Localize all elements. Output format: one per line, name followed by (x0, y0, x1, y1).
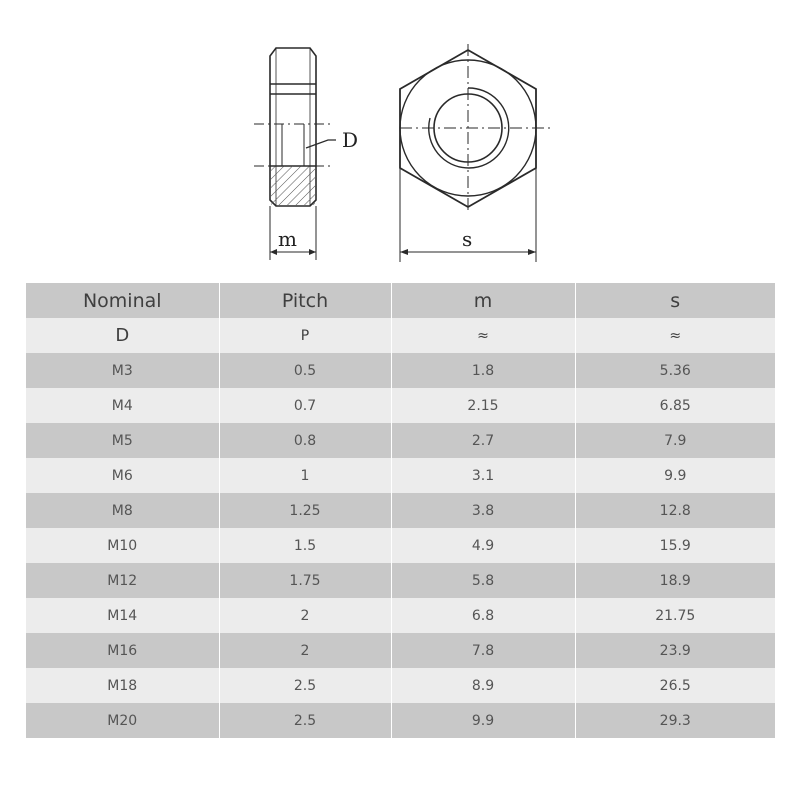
cell-s: 15.9 (575, 528, 775, 563)
cell-m: 8.9 (391, 668, 575, 703)
cell-size: M16 (26, 633, 219, 668)
cell-s: 7.9 (575, 423, 775, 458)
label-s: s (462, 227, 473, 251)
cell-pitch: 2.5 (219, 668, 391, 703)
cell-s: 6.85 (575, 388, 775, 423)
label-m: m (278, 227, 297, 251)
nut-top-view (400, 44, 550, 262)
cell-size: M3 (26, 353, 219, 388)
header-nominal: Nominal (26, 283, 219, 318)
table-row (26, 388, 775, 423)
cell-m: 9.9 (391, 703, 575, 738)
subheader-d: D (26, 318, 219, 353)
table-body (26, 283, 775, 738)
cell-size: M10 (26, 528, 219, 563)
subheader-m-approx: ≈ (391, 318, 575, 353)
table-row (26, 563, 775, 598)
cell-pitch: 1.75 (219, 563, 391, 598)
label-d: D (342, 128, 359, 152)
table-subheader-row (26, 318, 775, 353)
subheader-p: P (219, 318, 391, 353)
cell-size: M5 (26, 423, 219, 458)
cell-m: 2.7 (391, 423, 575, 458)
cell-pitch: 0.8 (219, 423, 391, 458)
cell-m: 6.8 (391, 598, 575, 633)
cell-pitch: 2.5 (219, 703, 391, 738)
cell-m: 3.8 (391, 493, 575, 528)
cell-pitch: 2 (219, 598, 391, 633)
table-row (26, 703, 775, 738)
cell-size: M8 (26, 493, 219, 528)
table-row (26, 633, 775, 668)
subheader-s-approx: ≈ (575, 318, 775, 353)
cell-s: 18.9 (575, 563, 775, 598)
cell-s: 21.75 (575, 598, 775, 633)
cell-pitch: 1.25 (219, 493, 391, 528)
cell-m: 5.8 (391, 563, 575, 598)
cell-m: 3.1 (391, 458, 575, 493)
nut-dimensions-table (26, 283, 775, 738)
cell-m: 1.8 (391, 353, 575, 388)
cell-size: M18 (26, 668, 219, 703)
cell-pitch: 1.5 (219, 528, 391, 563)
cell-size: M12 (26, 563, 219, 598)
header-s: s (575, 283, 775, 318)
cell-m: 2.15 (391, 388, 575, 423)
cell-m: 7.8 (391, 633, 575, 668)
cell-s: 23.9 (575, 633, 775, 668)
table-row (26, 668, 775, 703)
cell-pitch: 0.7 (219, 388, 391, 423)
cell-s: 26.5 (575, 668, 775, 703)
header-pitch: Pitch (219, 283, 391, 318)
cell-s: 12.8 (575, 493, 775, 528)
cell-size: M14 (26, 598, 219, 633)
hex-nut-technical-drawing (0, 0, 800, 275)
table-header-row (26, 283, 775, 318)
cell-pitch: 0.5 (219, 353, 391, 388)
cell-size: M4 (26, 388, 219, 423)
cell-s: 29.3 (575, 703, 775, 738)
cell-pitch: 1 (219, 458, 391, 493)
cell-s: 5.36 (575, 353, 775, 388)
header-m: m (391, 283, 575, 318)
cell-pitch: 2 (219, 633, 391, 668)
table-row (26, 493, 775, 528)
table-row (26, 423, 775, 458)
table-row (26, 598, 775, 633)
cell-m: 4.9 (391, 528, 575, 563)
table-row (26, 528, 775, 563)
table-row (26, 353, 775, 388)
cell-size: M6 (26, 458, 219, 493)
cell-s: 9.9 (575, 458, 775, 493)
table-row (26, 458, 775, 493)
cell-size: M20 (26, 703, 219, 738)
